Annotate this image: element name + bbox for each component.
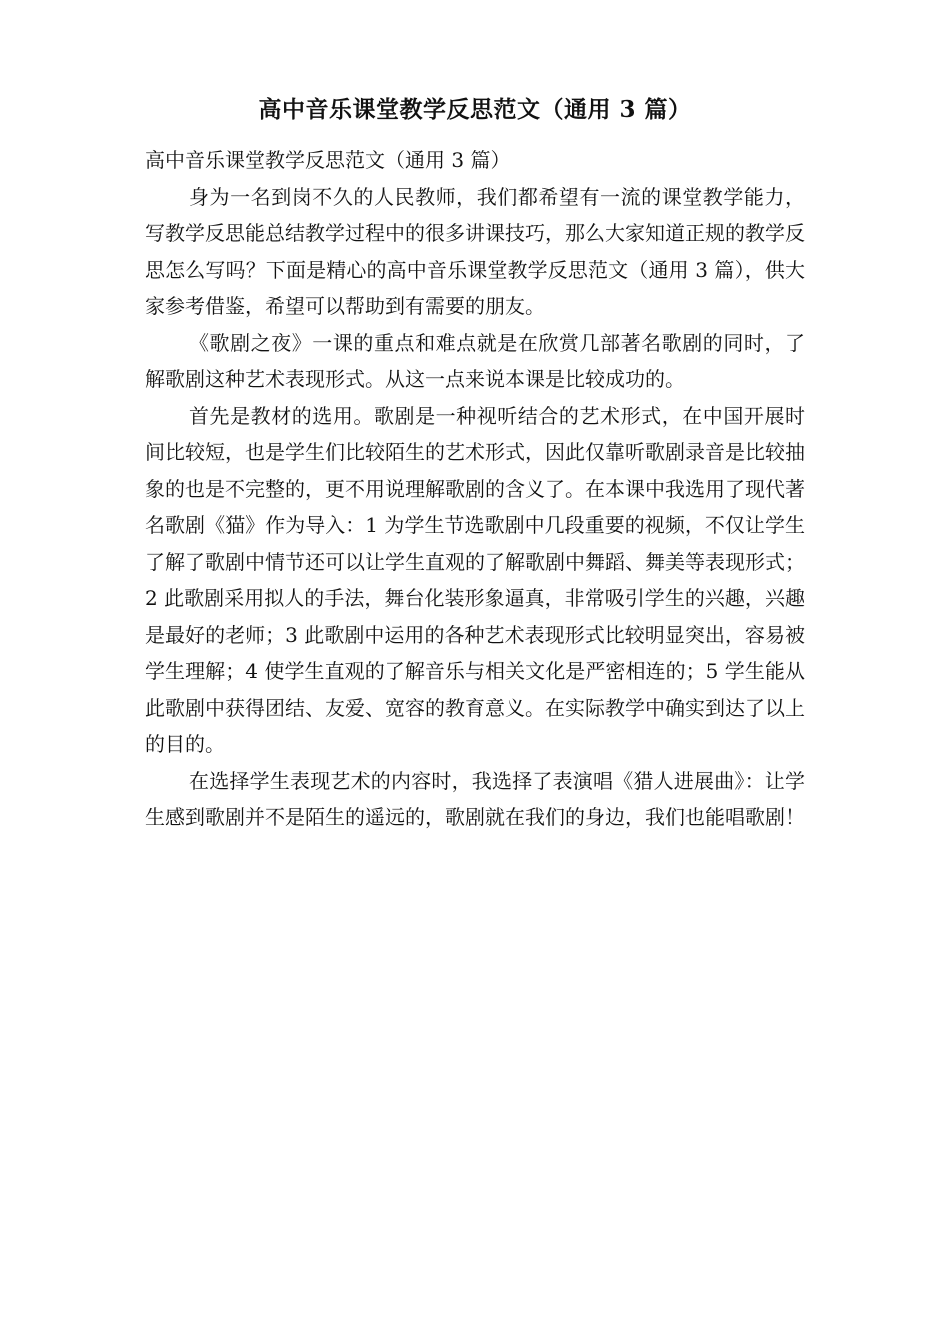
paragraph-focus: 《歌剧之夜》一课的重点和难点就是在欣赏几部著名歌剧的同时，了解歌剧这种艺术表现形式。从这一点来说本课是比较成功的。 [145,330,805,391]
paragraph-performance: 在选择学生表现艺术的内容时，我选择了表演唱《猎人进展曲》：让学生感到歌剧并不是陌生的遥远的，歌剧就在我们的身边，我们也能唱歌剧！ [145,768,805,829]
document-subtitle: 高中音乐课堂教学反思范文（通用 3 篇） [145,148,511,172]
paragraph-materials: 首先是教材的选用。歌剧是一种视听结合的艺术形式，在中国开展时间比较短，也是学生们比较陌生的艺术形式，因此仅靠听歌剧录音是比较抽象的也是不完整的，更不用说理解歌剧的含义了。在本课中我选用了现代著名歌剧《猫》作为导入：1 为学生节选歌剧中几段重要的视频，不仅让学生了解了歌剧中情节还可以让学生直观的了解歌剧中舞蹈、舞美等表现形式；2 此歌剧采用拟人的手法，舞台化装形象逼真，非常吸引学生的兴趣，兴趣是最好的老师；3 此歌剧中运用的各种艺术表现形式比较明显突出，容易被学生理解；4 使学生直观的了解音乐与相关文化是严密相连的；5 学生能从此歌剧中获得团结、友爱、宽容的教育意义。在实际教学中确实到达了以上的目的。 [145,403,805,756]
paragraph-intro: 身为一名到岗不久的人民教师，我们都希望有一流的课堂教学能力，写教学反思能总结教学过程中的很多讲课技巧，那么大家知道正规的教学反思怎么写吗？下面是精心的高中音乐课堂教学反思范文（通用 3 篇），供大家参考借鉴，希望可以帮助到有需要的朋友。 [145,184,805,318]
document-title: 高中音乐课堂教学反思范文（通用 3 篇） [258,96,692,123]
document-body [145,142,805,836]
